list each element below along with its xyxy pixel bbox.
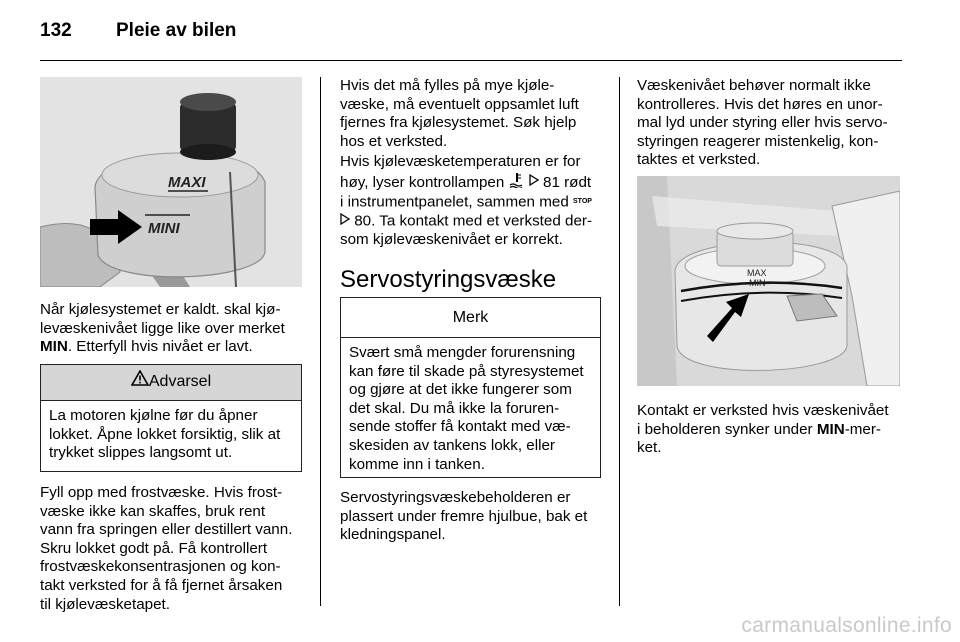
note-title: Merk <box>341 298 600 338</box>
min-mark-label: MIN <box>749 278 766 288</box>
stop-indicator-icon: STOP <box>573 198 592 206</box>
max-mark-label: MAX <box>747 268 767 278</box>
power-steering-reservoir-illustration <box>637 176 900 386</box>
column-divider-1 <box>320 77 321 606</box>
note-text: Svært små mengder forurensning kan føre til skade på styresystemet og gjøre at det ikke fungerer som det skal. Du må ikke la foruren- sende stoffer få kontakt med væ- skesiden av tankens lokk, eller komme inn i tanken. <box>349 344 584 473</box>
watermark: carmanualsonline.info <box>741 614 952 637</box>
page-reference-icon <box>529 173 539 192</box>
column-divider-2 <box>619 77 620 606</box>
page-title: Pleie av bilen <box>116 20 237 41</box>
min-bold-text: MIN <box>40 338 68 356</box>
min-bold-text: MIN <box>816 420 845 438</box>
note-box <box>340 297 601 478</box>
warning-triangle-icon <box>131 365 149 399</box>
refill-paragraph: Fyll opp med frostvæske. Hvis frost- væske ikke kan skaffes, bruk rent vann fra springen eller destillert vann. Skru lokket godt på. Få kontrollert frostvæskekonsentrasjonen og kon- takt verksted for å få fjernet årsaken til kjølevæsketapet. <box>40 484 293 613</box>
coolant-temperature-icon <box>509 172 525 194</box>
reservoir-location-paragraph: Servostyringsvæskebeholderen er plassert under fremre hjulbue, bak et kledningspanel. <box>340 489 588 544</box>
warning-box <box>40 364 302 472</box>
warning-header <box>41 365 301 401</box>
coolant-level-paragraph: Når kjølesystemet er kaldt. skal kjø- levæskenivået ligge like over merket MIN. Etterfyll hvis nivået er lavt. <box>40 301 285 356</box>
page-reference-icon <box>340 212 350 231</box>
section-heading: Servostyringsvæske <box>340 266 557 293</box>
header-divider <box>40 60 902 61</box>
temperature-paragraph: Hvis kjølevæsketemperaturen er for høy, lyser kontrollampen 81 rødt i instrumentpanelet, sammen med STOP 80. Ta kontakt med et verksted der- som kjølevæskenivået er korrekt. <box>340 153 593 248</box>
warning-text: La motoren kjølne før du åpner lokket. Åpne lokket forsiktig, slik at trykket slippes langsomt ut. <box>49 407 281 462</box>
coolant-reservoir-illustration <box>40 77 302 287</box>
warning-title: Advarsel <box>148 373 212 391</box>
fluid-check-paragraph: Væskenivået behøver normalt ikke kontrolleres. Hvis det høres en unor- mal lyd under styring eller hvis servo- styringen reagerer mistenkelig, kon- taktes et verksted. <box>637 77 888 169</box>
power-steering-reservoir-image <box>637 176 900 386</box>
min-mark-label: MINI <box>148 220 180 237</box>
max-mark-label: MAXI <box>168 174 206 191</box>
min-level-paragraph: Kontakt er verksted hvis væskenivået i beholderen synker under MIN-mer- ket. <box>637 402 889 457</box>
page-number: 132 <box>40 20 72 41</box>
coolant-reservoir-image <box>40 77 302 287</box>
air-bleed-paragraph: Hvis det må fylles på mye kjøle- væske, må eventuelt oppsamlet luft fjernes fra kjølesystemet. Søk hjelp hos et verksted. <box>340 77 579 150</box>
